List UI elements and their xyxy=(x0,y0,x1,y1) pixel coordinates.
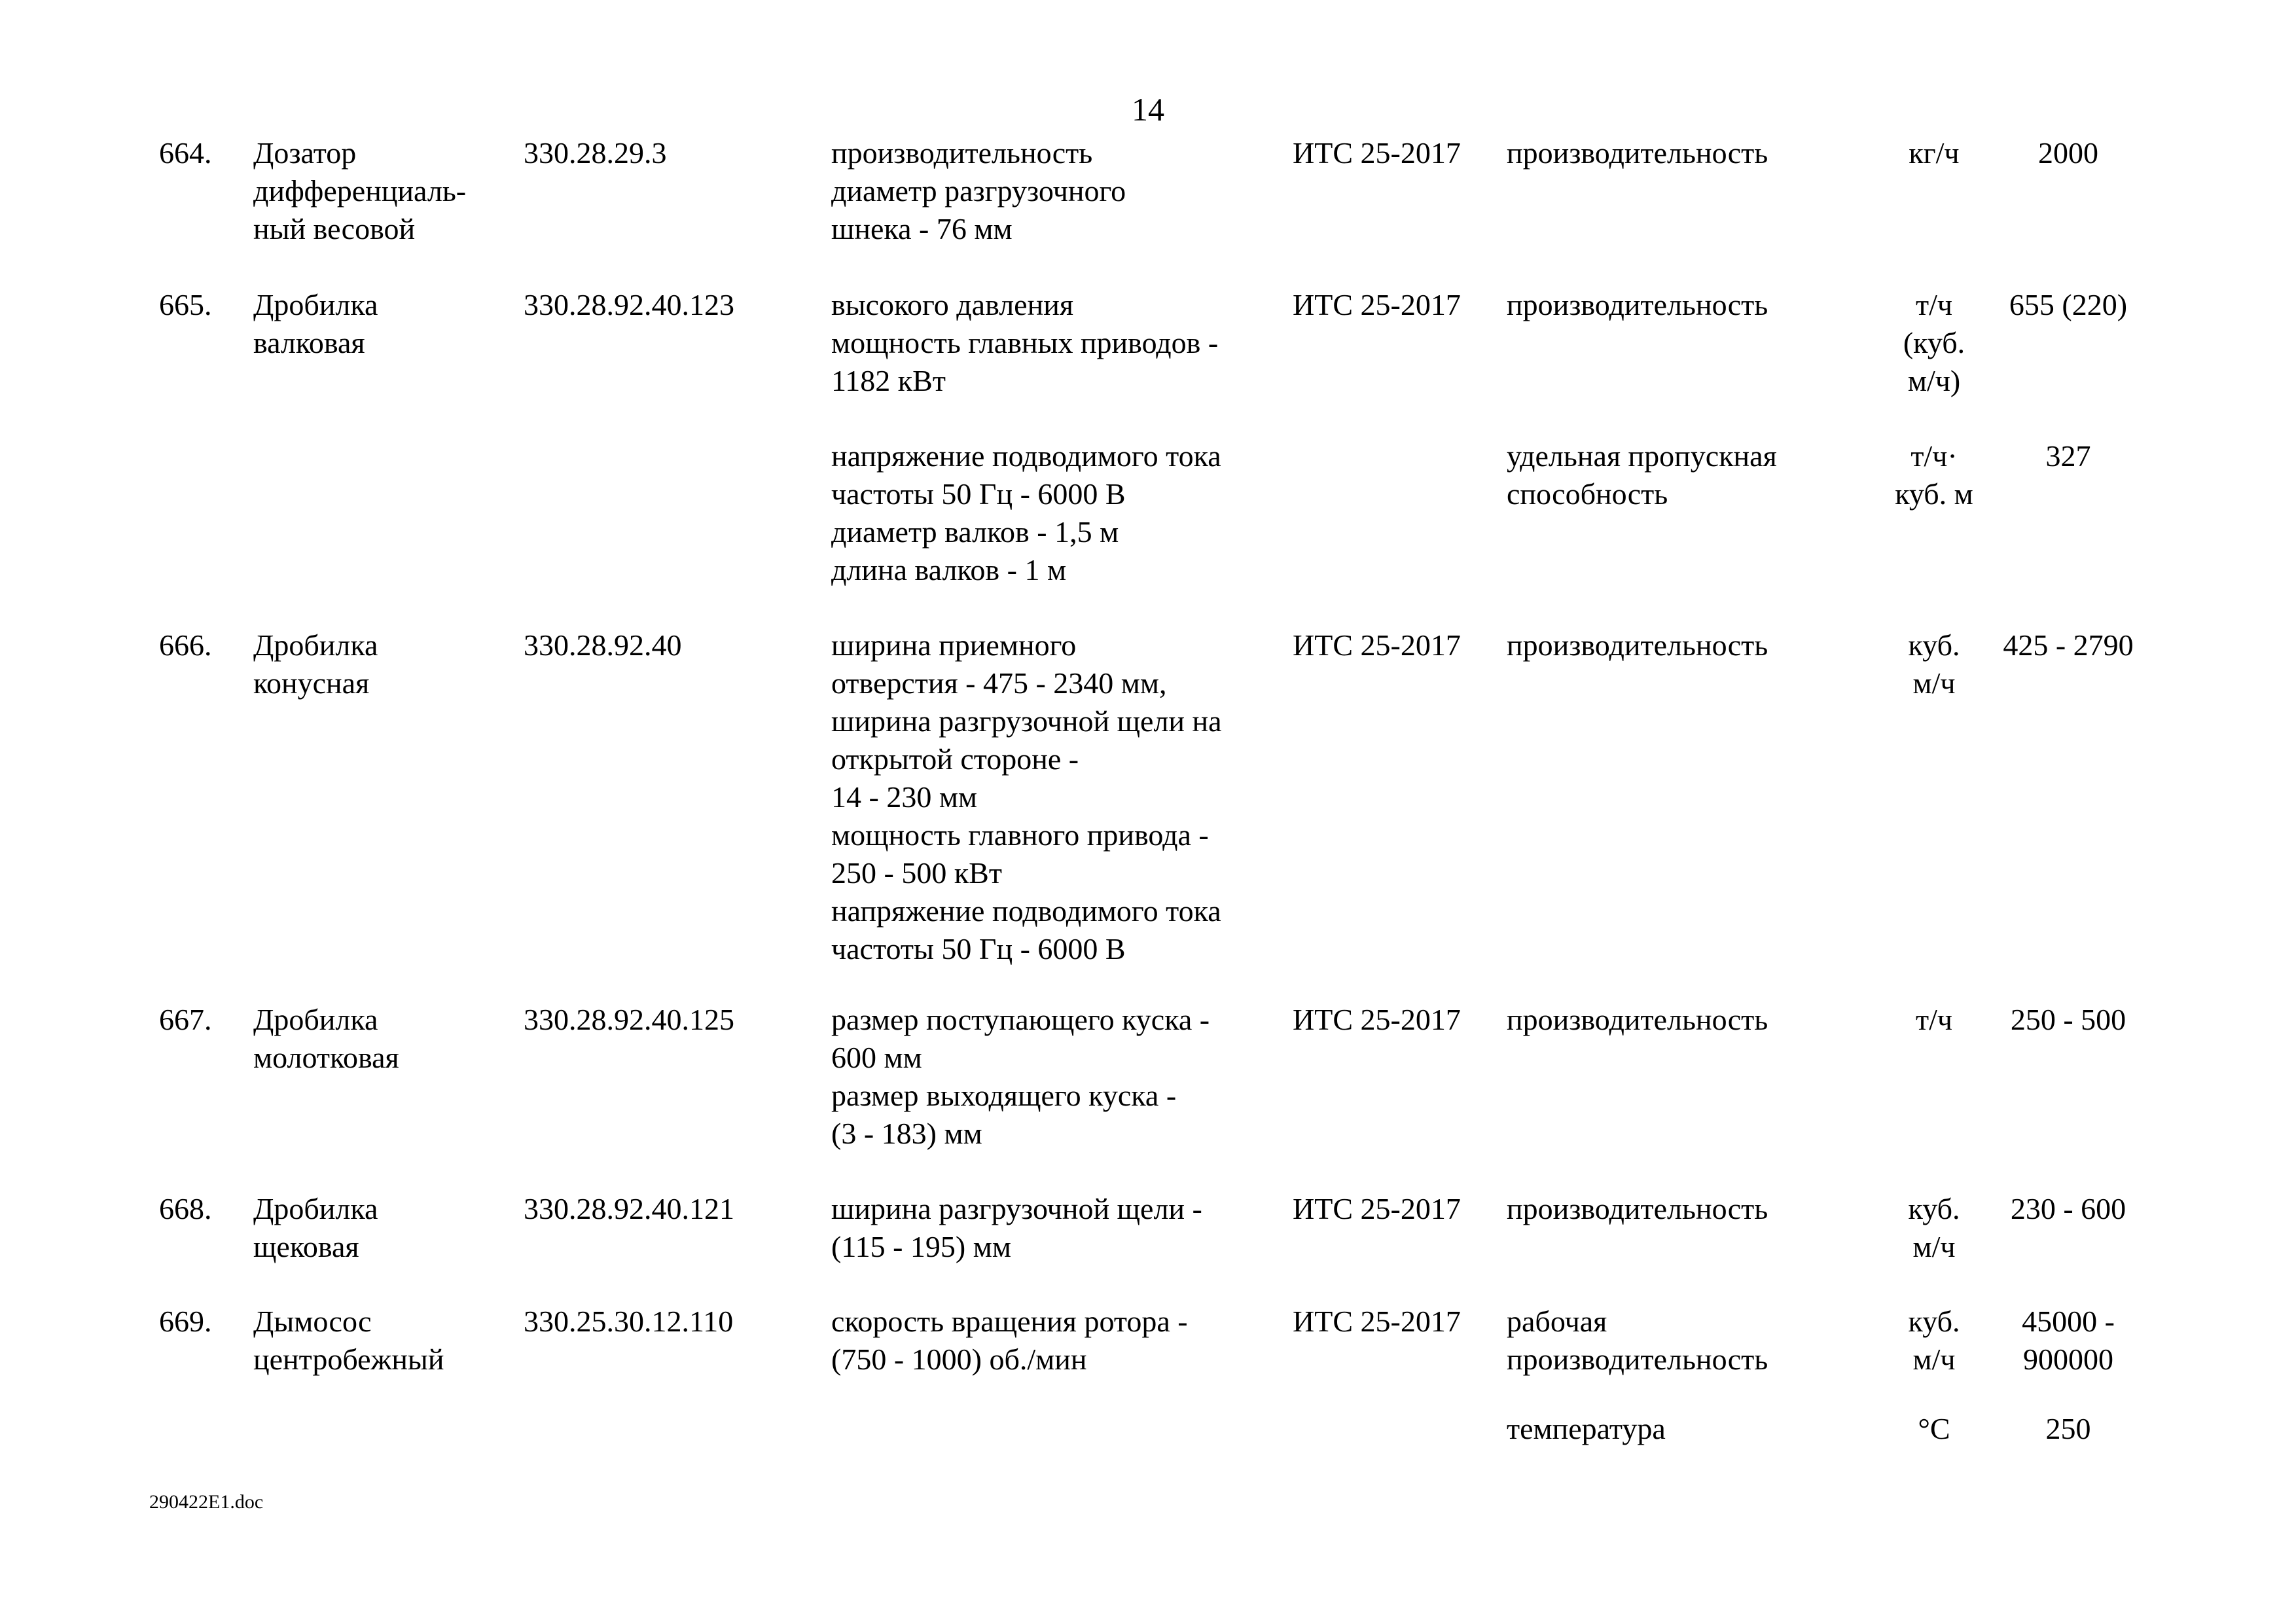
parameter-unit: т/ч (куб. м/ч) xyxy=(1903,288,1965,397)
equipment-name: Дробилка молотковая xyxy=(253,1003,399,1074)
equipment-features: высокого давления мощность главных приводов - 1182 кВт xyxy=(831,288,1219,397)
row-number: 668. xyxy=(159,1192,212,1225)
its-reference: ИТС 25-2017 xyxy=(1293,628,1461,662)
parameter-value: 327 xyxy=(2045,439,2091,473)
parameter-unit: т/ч xyxy=(1915,1003,1953,1036)
its-reference: ИТС 25-2017 xyxy=(1293,1003,1461,1036)
parameter-unit: куб. м/ч xyxy=(1908,1305,1960,1376)
equipment-features: скорость вращения ротора - (750 - 1000) об./мин xyxy=(831,1305,1188,1376)
row-number: 666. xyxy=(159,628,212,662)
equipment-name: Дробилка щековая xyxy=(253,1192,378,1263)
equipment-code: 330.28.92.40.125 xyxy=(524,1003,734,1036)
document-filename: 290422E1.doc xyxy=(149,1491,264,1513)
its-reference: ИТС 25-2017 xyxy=(1293,1192,1461,1225)
parameter-value: 250 - 500 xyxy=(2010,1003,2126,1036)
equipment-features: ширина разгрузочной щели - (115 - 195) мм xyxy=(831,1192,1202,1263)
equipment-name: Дробилка валковая xyxy=(253,288,378,359)
parameter-value: 655 (220) xyxy=(2009,288,2128,321)
parameter-name: рабочая производительность xyxy=(1507,1305,1768,1376)
row-number: 665. xyxy=(159,288,212,321)
parameter-name: производительность xyxy=(1507,1003,1768,1036)
parameter-value: 45000 - 900000 xyxy=(2022,1305,2115,1376)
parameter-unit: куб. м/ч xyxy=(1908,628,1960,700)
equipment-features: производительность диаметр разгрузочного шнека - 76 мм xyxy=(831,136,1126,245)
equipment-code: 330.28.92.40 xyxy=(524,628,682,662)
parameter-name: производительность xyxy=(1507,628,1768,662)
parameter-name: производительность xyxy=(1507,136,1768,170)
equipment-features: ширина приемного отверстия - 475 - 2340 мм, ширина разгрузочной щели на открытой стороне - 14 - 230 мм мощность главного привода - 250 - 500 кВт напряжение подводимого тока частоты 50 Гц - 6000 В xyxy=(831,628,1222,965)
parameter-unit: °C xyxy=(1918,1412,1950,1445)
parameter-value: 2000 xyxy=(2038,136,2098,170)
its-reference: ИТС 25-2017 xyxy=(1293,288,1461,321)
its-reference: ИТС 25-2017 xyxy=(1293,136,1461,170)
parameter-value: 230 - 600 xyxy=(2010,1192,2126,1225)
equipment-code: 330.28.29.3 xyxy=(524,136,667,170)
equipment-name: Дозатор дифференциаль- ный весовой xyxy=(253,136,467,245)
parameter-value: 425 - 2790 xyxy=(2003,628,2134,662)
parameter-name: удельная пропускная способность xyxy=(1507,439,1777,511)
parameter-unit: кг/ч xyxy=(1909,136,1960,170)
equipment-name: Дымосос центробежный xyxy=(253,1305,444,1376)
parameter-name: производительность xyxy=(1507,288,1768,321)
parameter-value: 250 xyxy=(2045,1412,2091,1445)
parameter-name: температура xyxy=(1507,1412,1666,1445)
parameter-name: производительность xyxy=(1507,1192,1768,1225)
equipment-code: 330.28.92.40.121 xyxy=(524,1192,734,1225)
equipment-name: Дробилка конусная xyxy=(253,628,378,700)
equipment-code: 330.25.30.12.110 xyxy=(524,1305,734,1338)
parameter-unit: т/ч· куб. м xyxy=(1895,439,1973,511)
equipment-code: 330.28.92.40.123 xyxy=(524,288,734,321)
row-number: 667. xyxy=(159,1003,212,1036)
page-number: 14 xyxy=(1132,91,1164,128)
row-number: 664. xyxy=(159,136,212,170)
equipment-features: размер поступающего куска - 600 мм размер выходящего куска - (3 - 183) мм xyxy=(831,1003,1210,1150)
row-number: 669. xyxy=(159,1305,212,1338)
parameter-unit: куб. м/ч xyxy=(1908,1192,1960,1263)
its-reference: ИТС 25-2017 xyxy=(1293,1305,1461,1338)
equipment-features: напряжение подводимого тока частоты 50 Гц - 6000 В диаметр валков - 1,5 м длина валков - 1 м xyxy=(831,439,1221,586)
